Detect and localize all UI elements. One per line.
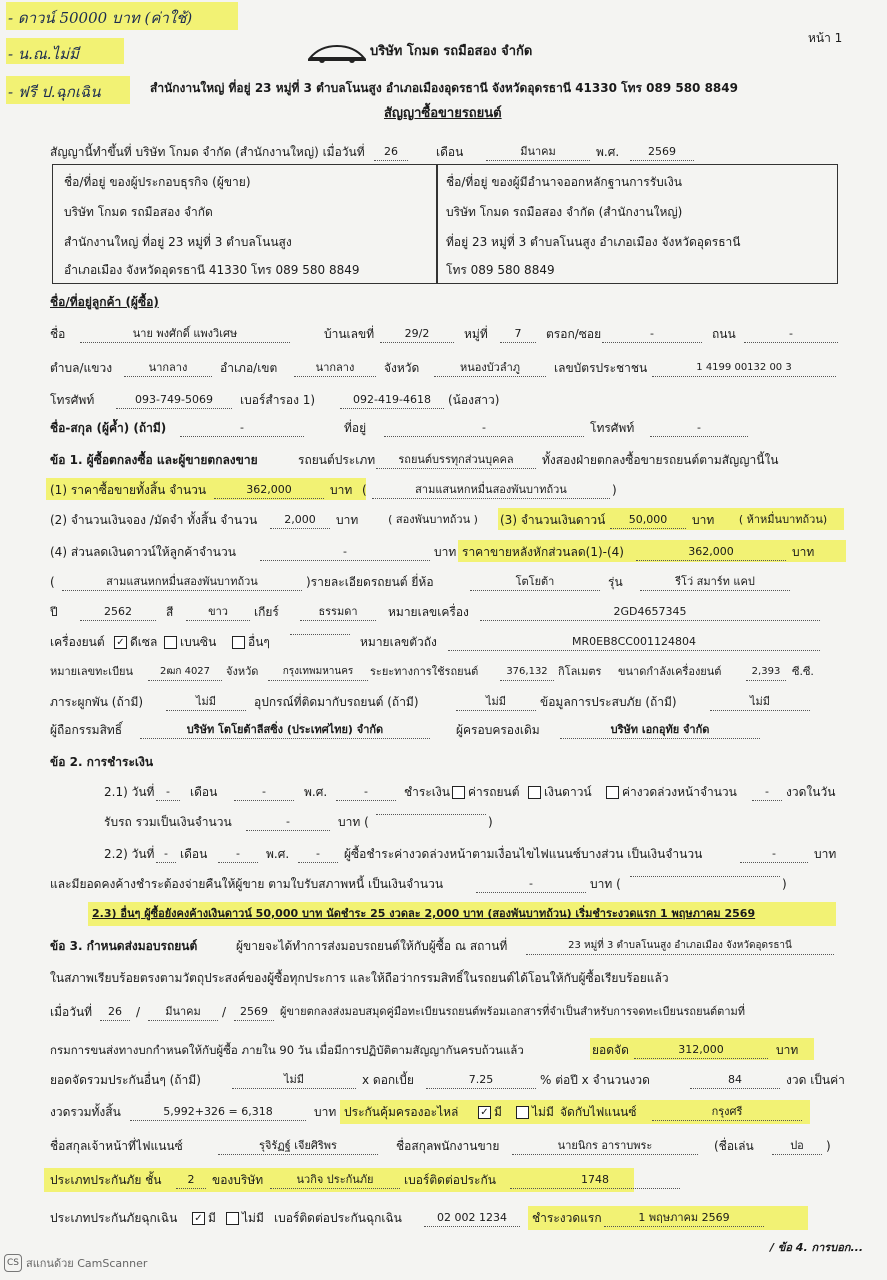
fuel-option: อื่นๆ	[248, 635, 270, 649]
label: ชื่อสกุลเจ้าหน้าที่ไฟแนนซ์	[50, 1139, 183, 1153]
receipt-line: บริษัท โกมด รถมือสอง จำกัด (สำนักงานใหญ่)	[446, 205, 683, 219]
guarantor-address: -	[384, 420, 584, 437]
contract-day: 26	[374, 144, 408, 161]
label: และมียอดคงค้างชำระต้องจ่ายคืนให้ผู้ขาย ตามใบรับสภาพหนี้ เป็นเงินจำนวน	[50, 877, 444, 891]
label: รับรถ รวมเป็นเงินจำนวน	[104, 815, 232, 829]
delivery-month: มีนาคม	[148, 1004, 218, 1021]
label: ไม่มี	[242, 1211, 264, 1225]
camscanner-icon: CS	[4, 1254, 22, 1272]
label: ขนาดกำลังเครื่องยนต์	[618, 665, 722, 678]
checkbox-diesel[interactable]: ✓	[114, 636, 127, 649]
label: บาท	[692, 513, 715, 527]
label: มี	[494, 1105, 502, 1119]
label: เบอร์ติดต่อประกัน	[404, 1173, 496, 1187]
label: ชื่อสกุลพนักงานขาย	[396, 1139, 500, 1153]
field: -	[740, 846, 808, 863]
label: ค่ารถยนต์	[468, 785, 520, 799]
car-year: 2562	[80, 604, 156, 621]
label: บาท	[330, 483, 353, 497]
company-logo	[306, 40, 368, 66]
handwritten-note: - ฟรี ป.ฉุกเฉิน	[8, 83, 101, 101]
plate-province: กรุงเทพมหานคร	[268, 664, 368, 681]
label: เดือน	[436, 145, 464, 159]
mileage: 376,132	[500, 664, 554, 681]
label: ทั้งสองฝ่ายตกลงซื้อขายรถยนต์ตามสัญญานี้ใน	[542, 453, 779, 467]
label: บาท	[336, 513, 359, 527]
field: -	[476, 876, 586, 893]
previous-holder: บริษัท เอกอุทัย จำกัด	[560, 722, 760, 739]
clause2-other: 2.3) อื่นๆ ผู้ซื้อยังคงค้างเงินดาวน์ 50,000 บาท นัดชำระ 25 งวดละ 2,000 บาท (สองพันบาทถ้วน) เริ่มชำระงวดแรก 1 พฤษภาคม 2569	[92, 907, 756, 920]
page-number: หน้า 1	[808, 31, 843, 45]
insurance-phone: 1748	[510, 1172, 680, 1189]
seller-line: ชื่อ/ที่อยู่ ของผู้ประกอบธุรกิจ (ผู้ขาย)	[64, 175, 251, 189]
label: เบอร์ติดต่อประกันฉุกเฉิน	[274, 1211, 402, 1225]
receipt-line: ชื่อ/ที่อยู่ ของผู้มีอำนาจออกหลักฐานการรับเงิน	[446, 175, 682, 189]
label: พ.ศ.	[266, 847, 290, 861]
finance-amount: 312,000	[634, 1042, 768, 1059]
down-payment-text: ( ห้าหมื่นบาทถ้วน)	[738, 513, 828, 526]
fuel-other-field	[290, 634, 350, 635]
label: (1) ราคาซื้อขายทั้งสิ้น จำนวน	[50, 483, 207, 497]
label: ไม่มี	[532, 1105, 554, 1119]
field: -	[336, 784, 396, 801]
insurer: นวกิจ ประกันภัย	[270, 1172, 400, 1189]
buyer-heading: ชื่อ/ที่อยู่ลูกค้า (ผู้ซื้อ)	[50, 295, 159, 309]
label: เลขบัตรประชาชน	[554, 361, 648, 375]
label: (4) ส่วนลดเงินดาวน์ให้ลูกค้าจำนวน	[50, 545, 236, 559]
field: -	[246, 814, 330, 831]
lien: ไม่มี	[166, 694, 246, 711]
clause2-heading: ข้อ 2. การชำระเงิน	[50, 755, 154, 769]
label: งวดรวมทั้งสิ้น	[50, 1105, 121, 1119]
handwritten-note: - น.ณ.ไม่มี	[8, 45, 79, 63]
label: เครื่องยนต์	[50, 635, 105, 649]
sales-person: นายนิกร อาราบพระ	[512, 1138, 698, 1155]
document-title: สัญญาซื้อขายรถยนต์	[384, 106, 502, 121]
insurance-class: 2	[176, 1172, 206, 1189]
net-price-text: สามแสนหกหมื่นสองพันบาทถ้วน	[62, 574, 302, 591]
label: หมู่ที่	[464, 327, 488, 341]
handwritten-note: - ดาวน์ 50000 บาท (ค่าใช้)	[8, 9, 193, 27]
label: จังหวัด	[384, 361, 420, 375]
label: ตำบล/แขวง	[50, 361, 113, 375]
label: หมายเลขทะเบียน	[50, 665, 134, 678]
car-model: รีโว่ สมาร์ท แคป	[640, 574, 790, 591]
contract-month: มีนาคม	[486, 144, 590, 161]
scanner-watermark: สแกนด้วย CamScanner	[26, 1257, 148, 1270]
deposit-text: ( สองพันบาทถ้วน )	[388, 513, 478, 526]
label: x ดอกเบี้ย	[362, 1073, 414, 1087]
installment-total: 5,992+326 = 6,318	[130, 1104, 306, 1121]
label: งวด เป็นค่า	[786, 1073, 845, 1087]
buyer-id-number: 1 4199 00132 00 3	[652, 360, 836, 377]
label: ประกันคุ้มครองอะไหล่	[344, 1105, 459, 1119]
label: อุปกรณ์ที่ติดมากับรถยนต์ (ถ้ามี)	[254, 695, 419, 709]
checkbox-down-payment[interactable]	[528, 786, 541, 799]
label: รุ่น	[608, 575, 623, 589]
label: โทรศัพท์	[50, 393, 95, 407]
buyer-soi: -	[602, 326, 702, 343]
label: รถยนต์ประเภท	[298, 453, 376, 467]
label: บาท	[434, 545, 457, 559]
label: (3) จำนวนเงินดาวน์	[500, 513, 606, 527]
other-insurance: ไม่มี	[232, 1072, 356, 1089]
label: ราคาขายหลังหักส่วนลด(1)-(4)	[462, 545, 624, 559]
field	[376, 814, 486, 815]
company-name: บริษัท โกมด รถมือสอง จำกัด	[370, 44, 533, 59]
buyer-road: -	[744, 326, 838, 343]
label: ชำระเงิน	[404, 785, 450, 799]
buyer-moo: 7	[500, 326, 536, 343]
label: โทรศัพท์	[590, 421, 635, 435]
checkbox-other[interactable]	[232, 636, 245, 649]
checkbox-parts-no[interactable]	[516, 1106, 529, 1119]
field: -	[156, 784, 180, 801]
delivery-place: 23 หมู่ที่ 3 ตำบลโนนสูง อำเภอเมือง จังหวัดอุดรธานี	[526, 938, 834, 955]
label: มี	[208, 1211, 216, 1225]
label: ในสภาพเรียบร้อยตรงตามวัตถุประสงค์ของผู้ซื้อทุกประการ และให้ถือว่ากรรมสิทธิ์ในรถยนต์ได้โอนให้กับผู้ซื้อเรียบร้อยแล้ว	[50, 971, 669, 985]
label: สี	[166, 605, 174, 619]
label: กิโลเมตร	[558, 665, 602, 678]
delivery-year: 2569	[234, 1004, 274, 1021]
checkbox-advance-installment[interactable]	[606, 786, 619, 799]
field: -	[234, 784, 294, 801]
checkbox-car-price[interactable]	[452, 786, 465, 799]
buyer-amphoe: นากลาง	[294, 360, 376, 377]
seller-line: บริษัท โกมด รถมือสอง จำกัด	[64, 205, 213, 219]
down-payment: 50,000	[610, 512, 686, 529]
label: เดือน	[180, 847, 208, 861]
label: เมื่อวันที่	[50, 1005, 93, 1019]
label: ผู้ครอบครองเดิม	[456, 723, 540, 737]
buyer-house-no: 29/2	[380, 326, 454, 343]
receipt-line: ที่อยู่ 23 หมู่ที่ 3 ตำบลโนนสูง อำเภอเมือง จังหวัดอุดรธานี	[446, 235, 741, 249]
label: ผู้ขายจะได้ทำการส่งมอบรถยนต์ให้กับผู้ซื้อ ณ สถานที่	[236, 939, 508, 953]
label: ถนน	[712, 327, 736, 341]
delivery-day: 26	[100, 1004, 130, 1021]
buyer-phone-backup: 092-419-4618	[340, 392, 444, 409]
label: ผู้ขายตกลงส่งมอบสมุดคู่มือทะเบียนรถยนต์พร้อมเอกสารที่จำเป็นสำหรับการจดทะเบียนรถยนต์ตามที่	[280, 1005, 746, 1018]
field: -	[218, 846, 258, 863]
seller-line: อำเภอเมือง จังหวัดอุดรธานี 41330 โทร 089 580 8849	[64, 263, 360, 277]
buyer-phone: 093-749-5069	[116, 392, 232, 409]
owner: บริษัท โตโยต้าลีสซิ่ง (ประเทศไทย) จำกัด	[140, 722, 430, 739]
field	[630, 876, 780, 877]
label: บาท	[792, 545, 815, 559]
net-price: 362,000	[636, 544, 786, 561]
accident-info: ไม่มี	[710, 694, 810, 711]
checkbox-parts-yes[interactable]: ✓	[478, 1106, 491, 1119]
label: ซี.ซี.	[792, 665, 814, 678]
label: )รายละเอียดรถยนต์ ยี่ห้อ	[306, 575, 434, 589]
sale-price: 362,000	[214, 482, 324, 499]
car-color: ขาว	[186, 604, 250, 621]
discount-amount: -	[260, 544, 430, 561]
label: เงินดาวน์	[544, 785, 592, 799]
label: ที่อยู่	[344, 421, 367, 435]
phone-note: (น้องสาว)	[448, 393, 500, 407]
label: ปี	[50, 605, 58, 619]
label: ประเภทประกันภัยฉุกเฉิน	[50, 1211, 178, 1225]
label: 2.2) วันที่	[104, 847, 155, 861]
next-page-note: / ข้อ 4. การบอก...	[770, 1241, 863, 1254]
label: เดือน	[190, 785, 218, 799]
field: -	[752, 784, 782, 801]
checkbox-benzine[interactable]	[164, 636, 177, 649]
company-address: สำนักงานใหญ่ ที่อยู่ 23 หมู่ที่ 3 ตำบลโนนสูง อำเภอเมืองอุดรธานี จังหวัดอุดรธานี 41330 โทร 089 580 8849	[150, 81, 738, 95]
label: ผู้ถือกรรมสิทธิ์	[50, 723, 123, 737]
receipt-line: โทร 089 580 8849	[446, 263, 555, 277]
installment-count: 84	[690, 1072, 780, 1089]
label: % ต่อปี x จำนวนงวด	[540, 1073, 650, 1087]
contract-year: 2569	[630, 144, 694, 161]
label: หมายเลขเครื่อง	[388, 605, 469, 619]
label: ชื่อ	[50, 327, 66, 341]
engine-cc: 2,393	[746, 664, 786, 681]
label: ชื่อ-สกุล (ผู้ค้ำ) (ถ้ามี)	[50, 421, 167, 435]
label: กรมการขนส่งทางบกกำหนดให้กับผู้ซื้อ ภายใน 90 วัน เมื่อมีการปฏิบัติตามสัญญากันครบถ้วนแล้ว	[50, 1043, 524, 1057]
label: ค่างวดล่วงหน้าจำนวน	[622, 785, 737, 799]
sale-price-text: สามแสนหกหมื่นสองพันบาทถ้วน	[372, 482, 610, 499]
vehicle-type: รถยนต์บรรทุกส่วนบุคคล	[376, 452, 536, 469]
label: จังหวัด	[226, 665, 259, 678]
label: ระยะทางการใช้รถยนต์	[370, 665, 479, 678]
clause1-heading: ข้อ 1. ผู้ซื้อตกลงซื้อ และผู้ขายตกลงขาย	[50, 453, 258, 467]
label: ภาระผูกพัน (ถ้ามี)	[50, 695, 144, 709]
checkbox-emergency-no[interactable]	[226, 1212, 239, 1225]
seller-line: สำนักงานใหญ่ ที่อยู่ 23 หมู่ที่ 3 ตำบลโนนสูง	[64, 235, 292, 249]
label: (2) จำนวนเงินจอง /มัดจำ ทั้งสิ้น จำนวน	[50, 513, 258, 527]
buyer-tambon: นากลาง	[124, 360, 212, 377]
buyer-name: นาย พงศักดิ์ แพงวิเศษ	[80, 326, 290, 343]
label: เกียร์	[254, 605, 279, 619]
label: ตรอก/ซอย	[546, 327, 602, 341]
contract-page: - ดาวน์ 50000 บาท (ค่าใช้) - น.ณ.ไม่มี - ฟรี ป.ฉุกเฉิน หน้า 1 บริษัท โกมด รถมือสอง จำกัด สำนักงานใหญ่ ที่อยู่ 23 หมู่ที่ 3 ตำบลโนนสูง อำเภอเมืองอุดรธานี จังหวัดอุดรธานี 41330 โทร 089 580 8849 สัญญาซื้อขายรถยนต์ สัญญานี้ทำขึ้นที่ บริษัท โกมด จำกัด (สำนักงานใหญ่) เมื่อวันที่ 26 เดือน มีนาคม พ.ศ. 2569 ชื่อ/ที่อยู่ ของผู้ประกอบธุรกิจ (ผู้ขาย) บริษัท โกมด รถมือสอง จำกัด สำนักงานใหญ่ ที่อยู่ 23 หมู่ที่ 3 ตำบลโนนสูง อำเภอเมือง จังหวัดอุดรธานี 41330 โทร 089 580 8849 ชื่อ/ที่อยู่ ของผู้มีอำนาจออกหลักฐานการรับเงิน บริษัท โกมด รถมือสอง จำกัด (สำนักงานใหญ่) ที่อยู่ 23 หมู่ที่ 3 ตำบลโนนสูง อำเภอเมือง จังหวัดอุดรธานี โทร 089 580 8849 ชื่อ/ที่อยู่ลูกค้า (ผู้ซื้อ) ชื่อ นาย พงศักดิ์ แพงวิเศษ บ้านเลขที่ 29/2 หมู่ที่ 7 ตรอก/ซอย - ถนน - ตำบล/แขวง นากลาง อำเภอ/เขต นากลาง จังหวัด หนองบัวลำภู เลขบัตรประชาชน 1 4199 00132 00 3 โทรศัพท์ 093-749-5069 เบอร์สำรอง 1) 092-419-4618 (น้องสาว) ชื่อ-สกุล (ผู้ค้ำ) (ถ้ามี) - ที่อยู่ - โทรศัพท์ - ข้อ 1. ผู้ซื้อตกลงซื้อ และผู้ขายตกลงขาย รถยนต์ประเภท รถยนต์บรรทุกส่วนบุคคล ทั้งสองฝ่ายตกลงซื้อขายรถยนต์ตามสัญญานี้ใน (1) ราคาซื้อขายทั้งสิ้น จำนวน 362,000 บาท ( สามแสนหกหมื่นสองพันบาทถ้วน ) (2) จำนวนเงินจอง /มัดจำ ทั้งสิ้น จำนวน 2,000 บาท ( สองพันบาทถ้วน ) (3) จำนวนเงินดาวน์ 50,000 บาท ( ห้าหมื่นบาทถ้วน) (4) ส่วนลดเงินดาวน์ให้ลูกค้าจำนวน - บาท ราคาขายหลังหักส่วนลด(1)-(4) 362,000 บาท ( สามแสนหกหมื่นสองพันบาทถ้วน )รายละเอียดรถยนต์ ยี่ห้อ โตโยต้า รุ่น รีโว่ สมาร์ท แคป ปี 2562 สี ขาว เกียร์ ธรรมดา หมายเลขเครื่อง 2GD4657345 เครื่องยนต์ ✓ ดีเซล เบนซิน อื่นๆ หมายเลขตัวถัง MR0EB8CC001124804 หมายเลขทะเบียน 2ฒก 4027 จังหวัด กรุงเทพมหานคร ระยะทางการใช้รถยนต์ 376,132 กิโลเมตร ขนาดกำลังเครื่องยนต์ 2,393 ซี.ซี. ภาระผูกพัน (ถ้ามี) ไม่มี อุปกรณ์ที่ติดมากับรถยนต์ (ถ้ามี) ไม่มี ข้อมูลการประสบภัย (ถ้ามี) ไม่มี ผู้ถือกรรมสิทธิ์ บริษัท โตโยต้าลีสซิ่ง (ประเทศไทย) จำกัด ผู้ครอบครองเดิม บริษัท เอกอุทัย จำกัด ข้อ 2. การชำระเงิน 2.1) วันที่ - เดือน - พ.ศ. - ชำระเงิน ค่ารถยนต์ เงินดาวน์ ค่างวดล่วงหน้าจำนวน - งวดในวัน รับรถ รวมเป็นเงินจำนวน - บาท ( ) 2.2) วันที่ - เดือน - พ.ศ. - ผู้ซื้อชำระค่างวดล่วงหน้าตามเงื่อนไขไฟแนนซ์บางส่วน เป็นเงินจำนวน - บาท และมียอดคงค้างชำระต้องจ่ายคืนให้ผู้ขาย ตามใบรับสภาพหนี้ เป็นเงินจำนวน - บาท ( ) 2.3) อื่นๆ ผู้ซื้อยังคงค้างเงินดาวน์ 50,000 บาท นัดชำระ 25 งวดละ 2,000 บาท (สองพันบาทถ้วน) เริ่มชำระงวดแรก 1 พฤษภาคม 2569 ข้อ 3. กำหนดส่งมอบรถยนต์ ผู้ขายจะได้ทำการส่งมอบรถยนต์ให้กับผู้ซื้อ ณ สถานที่ 23 หมู่ที่ 3 ตำบลโนนสูง อำเภอเมือง จังหวัดอุดรธานี ในสภาพเรียบร้อยตรงตามวัตถุประสงค์ของผู้ซื้อทุกประการ และให้ถือว่ากรรมสิทธิ์ในรถยนต์ได้โอนให้กับผู้ซื้อเรียบร้อยแล้ว เมื่อวันที่ 26 / มีนาคม / 2569 ผู้ขายตกลงส่งมอบสมุดคู่มือทะเบียนรถยนต์พร้อมเอกสารที่จำเป็นสำหรับการจดทะเบียนรถยนต์ตามที่ กรมการขนส่งทางบกกำหนดให้กับผู้ซื้อ ภายใน 90 วัน เมื่อมีการปฏิบัติตามสัญญากันครบถ้วนแล้ว ยอดจัด 312,000 บาท ยอดจัดรวมประกันอื่นๆ (ถ้ามี) ไม่มี x ดอกเบี้ย 7.25 % ต่อปี x จำนวนงวด 84 งวด เป็นค่า งวดรวมทั้งสิ้น 5,992+326 = 6,318 บาท ประกันคุ้มครองอะไหล่ ✓ มี ไม่มี จัดกับไฟแนนซ์ กรุงศรี ชื่อสกุลเจ้าหน้าที่ไฟแนนซ์ รุจิรัฏฐ์ เจียศิริพร ชื่อสกุลพนักงานขาย นายนิกร อาราบพระ (ชื่อเล่น ปอ ) ประเภทประกันภัย ชั้น 2 ของบริษัท นวกิจ ประกันภัย เบอร์ติดต่อประกัน 1748 ประเภทประกันภัยฉุกเฉิน ✓ มี ไม่มี เบอร์ติดต่อประกันฉุกเฉิน 02 002 1234 ชำระงวดแรก 1 พฤษภาคม 2569 / ข้อ 4. การบอก... CS สแกนด้วย CamScanner	[0, 0, 887, 1280]
label: ชำระงวดแรก	[532, 1211, 602, 1225]
guarantor-name: -	[180, 420, 304, 437]
sales-nickname: ปอ	[772, 1138, 822, 1155]
finance-officer: รุจิรัฏฐ์ เจียศิริพร	[218, 1138, 378, 1155]
label: งวดในวัน	[786, 785, 836, 799]
deposit-amount: 2,000	[270, 512, 330, 529]
label: บ้านเลขที่	[324, 327, 375, 341]
field: -	[298, 846, 338, 863]
finance-company: กรุงศรี	[652, 1104, 802, 1121]
label: ประเภทประกันภัย ชั้น	[50, 1173, 162, 1187]
interest-rate: 7.25	[426, 1072, 536, 1089]
label: หมายเลขตัวถัง	[360, 635, 437, 649]
label: ยอดจัด	[592, 1043, 629, 1057]
label: จัดกับไฟแนนซ์	[560, 1105, 637, 1119]
field: -	[156, 846, 176, 863]
car-brand: โตโยต้า	[470, 574, 600, 591]
label: ของบริษัท	[212, 1173, 264, 1187]
emergency-phone: 02 002 1234	[424, 1210, 520, 1227]
label: พ.ศ.	[304, 785, 328, 799]
first-installment: 1 พฤษภาคม 2569	[604, 1210, 764, 1227]
fuel-option: ดีเซล	[130, 635, 158, 649]
label: อำเภอ/เขต	[220, 361, 278, 375]
accessories: ไม่มี	[456, 694, 536, 711]
label: ข้อมูลการประสบภัย (ถ้ามี)	[540, 695, 677, 709]
car-gear: ธรรมดา	[300, 604, 376, 621]
plate-number: 2ฒก 4027	[148, 664, 222, 681]
label: พ.ศ.	[596, 145, 620, 159]
clause3-heading: ข้อ 3. กำหนดส่งมอบรถยนต์	[50, 939, 198, 953]
fuel-option: เบนซิน	[180, 635, 217, 649]
label: (ชื่อเล่น	[714, 1139, 754, 1153]
label: ยอดจัดรวมประกันอื่นๆ (ถ้ามี)	[50, 1073, 201, 1087]
label: ผู้ซื้อชำระค่างวดล่วงหน้าตามเงื่อนไขไฟแนนซ์บางส่วน เป็นเงินจำนวน	[344, 847, 703, 861]
intro-text: สัญญานี้ทำขึ้นที่ บริษัท โกมด จำกัด (สำนักงานใหญ่) เมื่อวันที่	[50, 145, 365, 159]
label: 2.1) วันที่	[104, 785, 155, 799]
checkbox-emergency-yes[interactable]: ✓	[192, 1212, 205, 1225]
label: เบอร์สำรอง 1)	[240, 393, 316, 407]
buyer-province: หนองบัวลำภู	[434, 360, 546, 377]
engine-number: 2GD4657345	[480, 604, 820, 621]
chassis-number: MR0EB8CC001124804	[448, 634, 820, 651]
guarantor-phone: -	[650, 420, 748, 437]
